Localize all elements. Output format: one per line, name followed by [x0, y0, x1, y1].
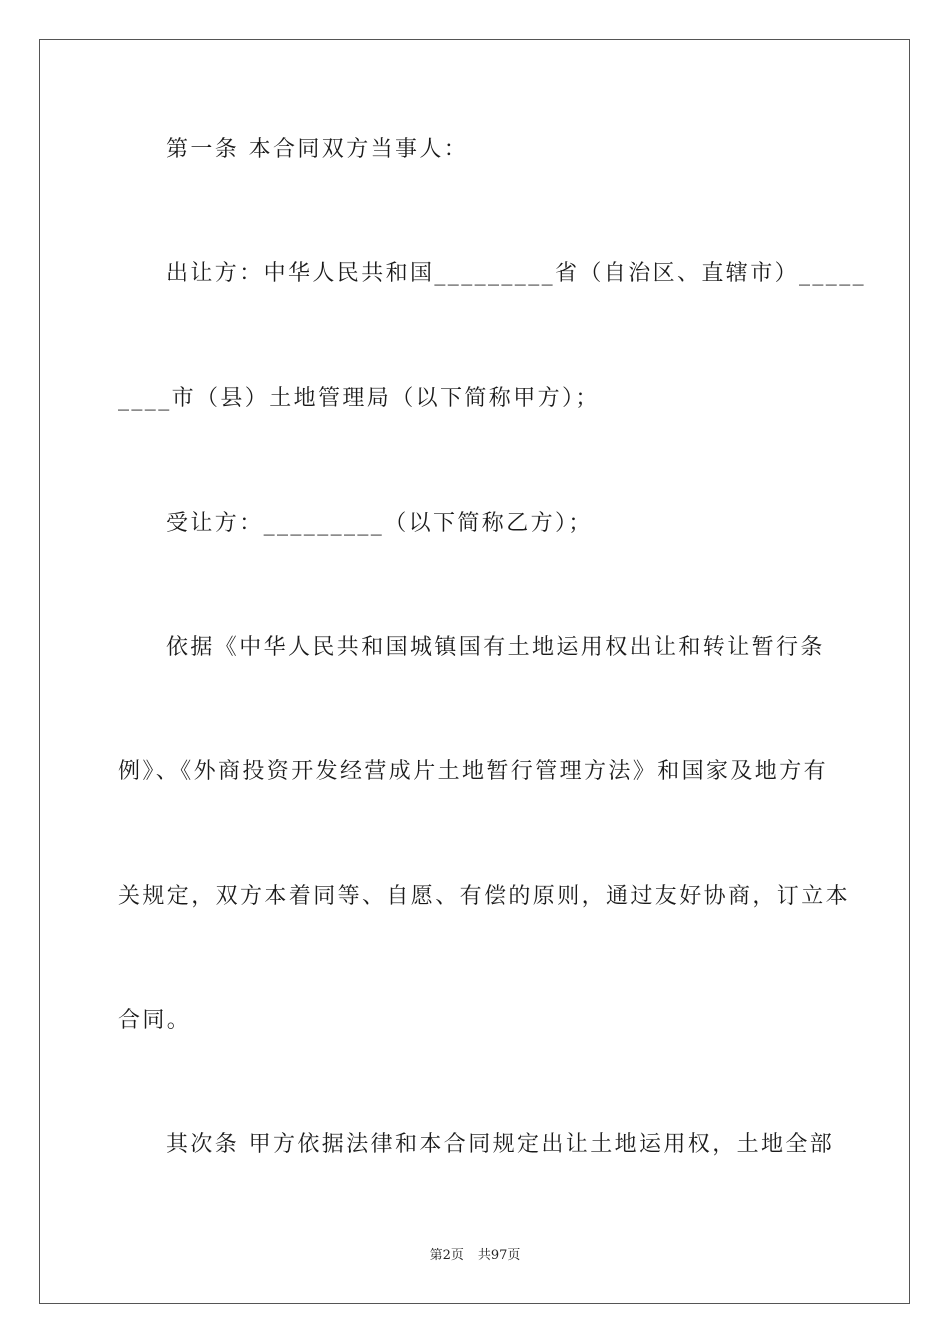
total-pages: 共97页: [477, 1248, 521, 1263]
page-footer: [0, 1247, 950, 1265]
article-2-line-1: 其次条 甲方依据法律和本合同规定出让土地运用权，土地全部: [166, 1132, 835, 1157]
article-1-heading: 第一条 本合同双方当事人：: [166, 137, 469, 162]
basis-paragraph-line-3: 关规定，双方本着同等、自愿、有偿的原则，通过友好协商，订立本: [118, 884, 851, 909]
page-number: 第2页: [429, 1248, 464, 1263]
basis-paragraph-line-2: 例》、《外商投资开发经营成片土地暂行管理方法》和国家及地方有: [118, 759, 829, 784]
transferor-line-1: 出让方：中华人民共和国_________省（自治区、直辖市）_____: [166, 261, 867, 286]
transferee-line: 受让方：_________（以下简称乙方）；: [166, 511, 593, 536]
page-border: [39, 39, 910, 1304]
transferor-line-2: ____市（县）土地管理局（以下简称甲方）；: [118, 386, 600, 411]
basis-paragraph-line-4: 合同。: [118, 1008, 192, 1033]
basis-paragraph-line-1: 依据《中华人民共和国城镇国有土地运用权出让和转让暂行条: [166, 635, 825, 660]
